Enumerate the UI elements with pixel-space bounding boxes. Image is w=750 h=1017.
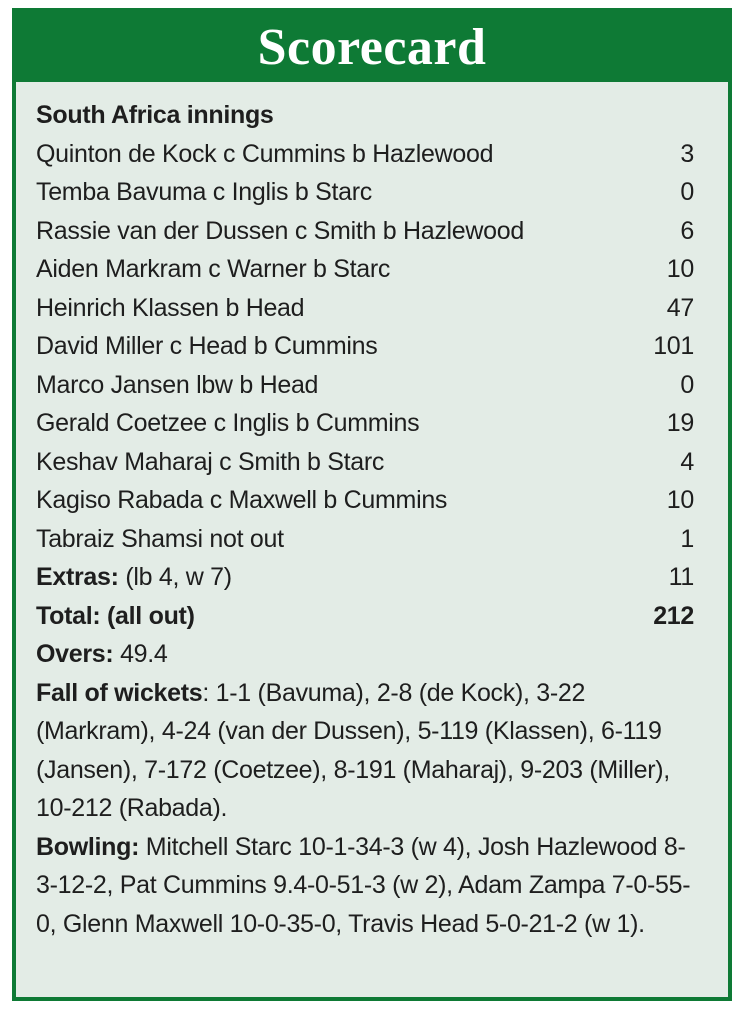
bowling-figures xyxy=(36,828,694,944)
scorecard-title: Scorecard xyxy=(257,18,487,76)
batter-row xyxy=(36,366,694,405)
batter-dismissal: c Smith b Hazlewood xyxy=(294,216,524,245)
batter-runs: 47 xyxy=(666,293,694,322)
batter-name: Keshav Maharaj xyxy=(36,447,213,476)
fall-of-wickets xyxy=(36,674,694,828)
overs-value: 49.4 xyxy=(120,640,168,668)
batter-dismissal: b Head xyxy=(225,293,305,322)
batter-dismissal: c Cummins b Hazlewood xyxy=(223,139,494,168)
fow-text: : 1-1 (Bavuma), 2-8 (de Kock), 3-22 (Markram), 4-24 (van der Dussen), 5-119 (Klassen), 6-119 (Jansen), 7-172 (Coetzee), 8-191 (Maharaj), 9-203 (Miller), 10-212 (Rabada). xyxy=(36,678,670,822)
overs-label: Overs: xyxy=(36,640,114,668)
batter-runs: 0 xyxy=(680,370,694,399)
batter-row xyxy=(36,404,694,443)
batter-row xyxy=(36,212,694,251)
batter-name: David Miller xyxy=(36,332,163,360)
batter-dismissal: lbw b Head xyxy=(196,370,319,399)
batter-runs: 19 xyxy=(666,409,694,437)
scorecard-card xyxy=(12,8,732,1001)
batter-name: Rassie van der Dussen xyxy=(36,216,289,245)
scorecard-content xyxy=(16,82,728,943)
total-label: Total: (all out) xyxy=(36,601,195,630)
batter-runs: 10 xyxy=(666,255,694,283)
extras-row xyxy=(36,558,694,597)
batter-name: Tabraiz Shamsi xyxy=(36,524,203,553)
extras-label: Extras: xyxy=(36,563,119,591)
batter-name: Kagiso Rabada xyxy=(36,486,204,514)
batter-runs: 101 xyxy=(653,332,694,360)
batter-row xyxy=(36,289,694,328)
batting-list xyxy=(36,135,694,559)
batter-dismissal: c Head b Cummins xyxy=(169,332,378,360)
batter-runs: 3 xyxy=(680,139,694,168)
batter-name: Heinrich Klassen xyxy=(36,293,219,322)
batter-name: Gerald Coetzee xyxy=(36,409,207,437)
bowling-label: Bowling: xyxy=(36,832,140,861)
total-value: 212 xyxy=(653,601,694,630)
extras-detail: (lb 4, w 7) xyxy=(125,563,232,591)
total-row xyxy=(36,597,694,636)
batter-runs: 0 xyxy=(680,178,694,206)
batter-row xyxy=(36,250,694,289)
scorecard-header xyxy=(16,12,728,82)
batter-runs: 6 xyxy=(680,216,694,245)
batter-runs: 1 xyxy=(680,524,694,553)
extras-value: 11 xyxy=(668,563,694,591)
batter-name: Quinton de Kock xyxy=(36,139,217,168)
batter-dismissal: not out xyxy=(209,524,284,553)
bowling-text: Mitchell Starc 10-1-34-3 (w 4), Josh Hazlewood 8-3-12-2, Pat Cummins 9.4-0-51-3 (w 2), Adam Zampa 7-0-55-0, Glenn Maxwell 10-0-35-0, Travis Head 5-0-21-2 (w 1). xyxy=(36,832,691,938)
batter-dismissal: c Smith b Starc xyxy=(219,447,385,476)
batter-dismissal: c Warner b Starc xyxy=(208,255,391,283)
batter-name: Temba Bavuma xyxy=(36,178,207,206)
batter-runs: 10 xyxy=(666,486,694,514)
batter-name: Aiden Markram xyxy=(36,255,202,283)
batter-dismissal: c Inglis b Starc xyxy=(212,178,372,206)
innings-heading: South Africa innings xyxy=(36,101,274,129)
batter-row xyxy=(36,135,694,174)
batter-row xyxy=(36,481,694,520)
batter-name: Marco Jansen xyxy=(36,370,190,399)
batter-dismissal: c Inglis b Cummins xyxy=(213,409,420,437)
batter-row xyxy=(36,173,694,212)
batter-runs: 4 xyxy=(680,447,694,476)
fow-label: Fall of wickets xyxy=(36,678,203,707)
batter-row xyxy=(36,327,694,366)
overs-row xyxy=(36,635,694,674)
batter-row xyxy=(36,443,694,482)
batter-dismissal: c Maxwell b Cummins xyxy=(209,486,448,514)
batter-row xyxy=(36,520,694,559)
